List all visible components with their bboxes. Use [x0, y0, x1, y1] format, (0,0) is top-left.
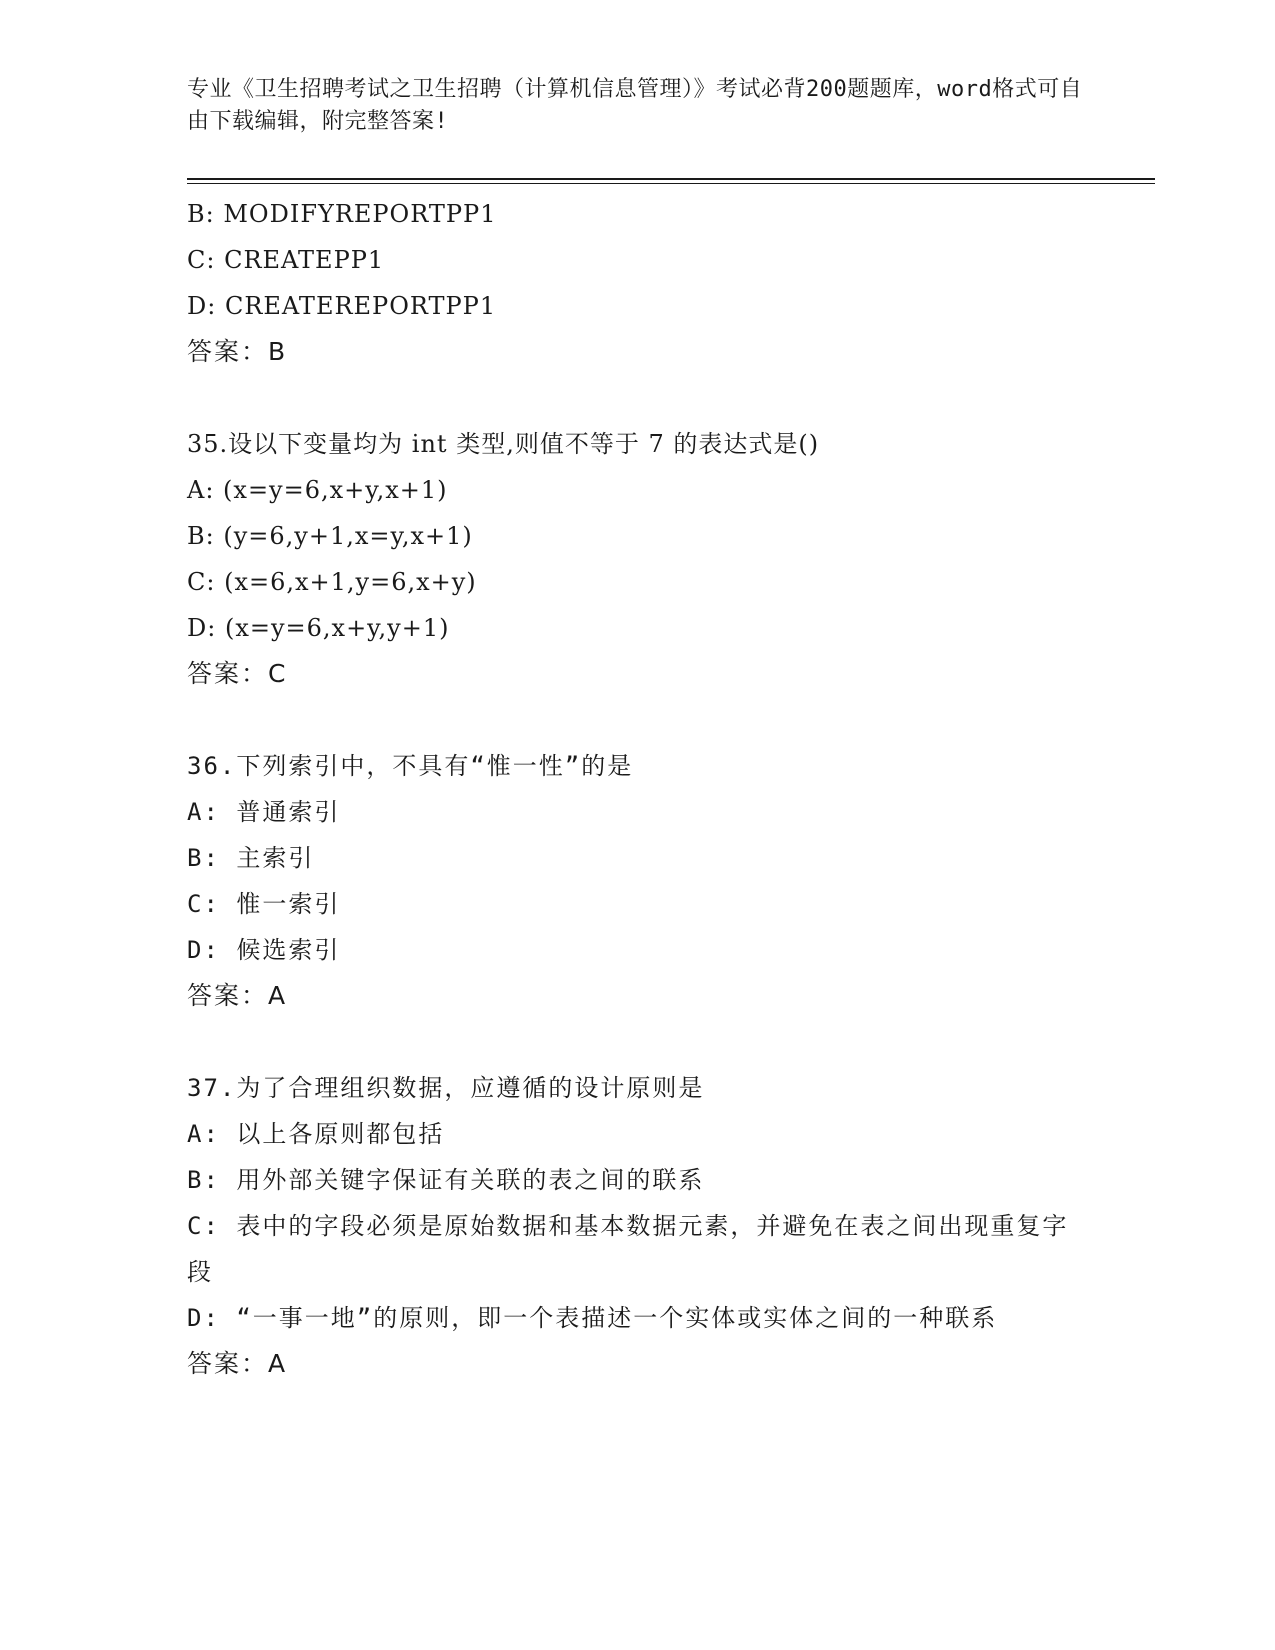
option-a: A: 普通索引 — [187, 798, 341, 826]
question-stem: 35.设以下变量均为 int 类型,则值不等于 7 的表达式是() — [187, 430, 820, 458]
question-37 — [187, 1065, 1087, 1387]
answer-line: 答案：B — [187, 337, 288, 366]
question-stem: 36.下列索引中，不具有“惟一性”的是 — [187, 752, 634, 780]
option-c: C: 表中的字段必须是原始数据和基本数据元素，并避免在表之间出现重复字段 — [187, 1212, 1069, 1286]
spacer — [187, 697, 1087, 743]
spacer — [187, 1019, 1087, 1065]
option-a: A: 以上各原则都包括 — [187, 1120, 445, 1148]
option-b: B: MODIFYREPORTPP1 — [187, 200, 497, 228]
question-35 — [187, 421, 1087, 697]
answer-line: 答案：A — [187, 981, 288, 1010]
option-b: B: 主索引 — [187, 844, 315, 872]
option-b: B: 用外部关键字保证有关联的表之间的联系 — [187, 1166, 705, 1194]
question-stem: 37.为了合理组织数据，应遵循的设计原则是 — [187, 1074, 705, 1102]
option-b: B: (y=6,y+1,x=y,x+1) — [187, 522, 473, 550]
question-36 — [187, 743, 1087, 1019]
answer-line: 答案：C — [187, 659, 288, 688]
option-d: D: 候选索引 — [187, 936, 341, 964]
document-body — [187, 191, 1087, 1387]
option-c: C: (x=6,x+1,y=6,x+y) — [187, 568, 477, 596]
header-rule-thin — [187, 183, 1155, 184]
option-a: A: (x=y=6,x+y,x+1) — [187, 476, 448, 504]
header-rule-thick — [187, 178, 1155, 180]
option-c: C: 惟一索引 — [187, 890, 341, 918]
answer-line: 答案：A — [187, 1349, 288, 1378]
option-d: D: (x=y=6,x+y,y+1) — [187, 614, 450, 642]
option-d: D: “一事一地”的原则，即一个表描述一个实体或实体之间的一种联系 — [187, 1304, 998, 1332]
document-header: 专业《卫生招聘考试之卫生招聘（计算机信息管理）》考试必背200题题库，word格式可自由下载编辑，附完整答案! — [187, 77, 1083, 134]
option-c: C: CREATEPP1 — [187, 246, 385, 274]
option-d: D: CREATEREPORTPP1 — [187, 292, 497, 320]
spacer — [187, 375, 1087, 421]
